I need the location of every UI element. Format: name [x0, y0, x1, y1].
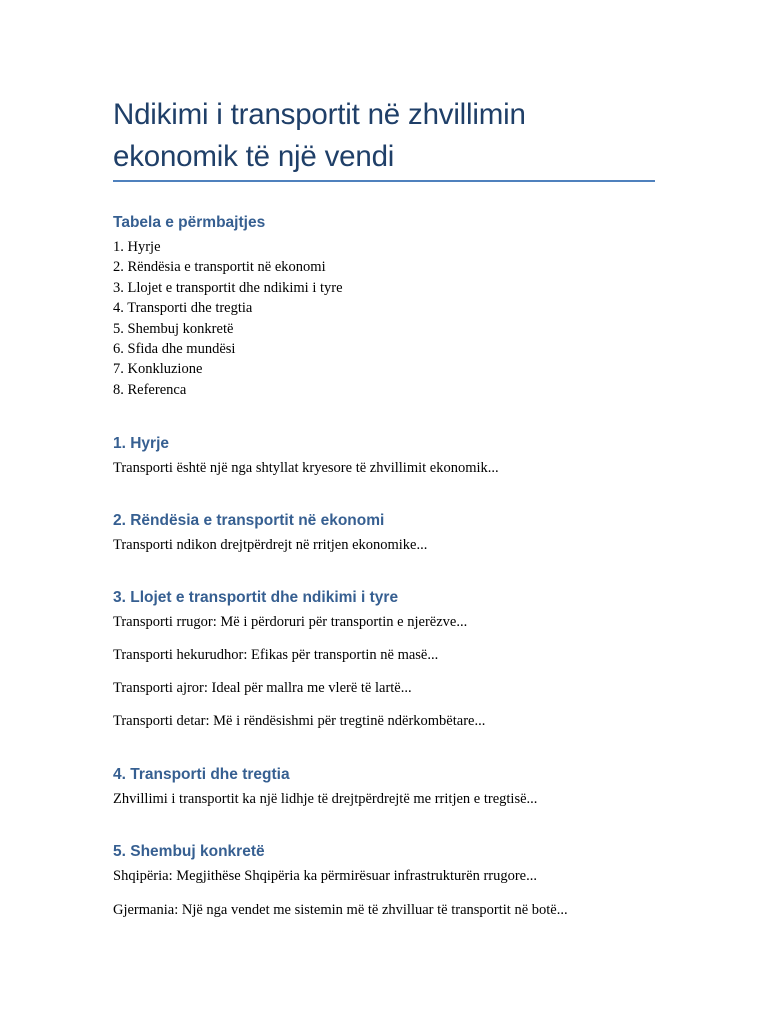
section-paragraph: Transporti ajror: Ideal për mallra me vlerë të lartë... [113, 680, 412, 696]
section-heading-shembuj: 5. Shembuj konkretë [113, 843, 265, 860]
section-paragraph: Gjermania: Një nga vendet me sistemin më të zhvilluar të transportit në botë... [113, 902, 568, 918]
title-underline [113, 180, 655, 182]
toc-item: 8. Referenca [113, 381, 187, 398]
toc-item: 5. Shembuj konkretë [113, 320, 234, 337]
section-paragraph: Shqipëria: Megjithëse Shqipëria ka përmirësuar infrastrukturën rrugore... [113, 868, 537, 884]
section-paragraph: Transporti rrugor: Më i përdoruri për transportin e njerëzve... [113, 614, 468, 630]
section-paragraph: Zhvillimi i transportit ka një lidhje të drejtpërdrejtë me rritjen e tregtisë... [113, 791, 538, 807]
section-heading-tregtia: 4. Transporti dhe tregtia [113, 766, 290, 783]
section-paragraph: Transporti është një nga shtyllat kryesore të zhvillimit ekonomik... [113, 460, 499, 476]
section-heading-hyrje: 1. Hyrje [113, 435, 170, 452]
toc-item: 4. Transporti dhe tregtia [113, 300, 253, 317]
section-paragraph: Transporti hekurudhor: Efikas për transportin në masë... [113, 647, 439, 663]
document-title: Ndikimi i transportit në zhvillimin ekonomik të një vendi [113, 98, 526, 173]
section-heading-rendesia: 2. Rëndësia e transportit në ekonomi [113, 512, 385, 529]
toc-item: 6. Sfida dhe mundësi [113, 341, 236, 358]
toc-item: 3. Llojet e transportit dhe ndikimi i tyre [113, 279, 343, 296]
table-of-contents [113, 237, 343, 400]
toc-item: 2. Rëndësia e transportit në ekonomi [113, 259, 326, 276]
toc-item: 7. Konkluzione [113, 361, 203, 378]
section-paragraph: Transporti detar: Më i rëndësishmi për tregtinë ndërkombëtare... [113, 713, 486, 729]
section-heading-llojet: 3. Llojet e transportit dhe ndikimi i tyre [113, 589, 399, 606]
toc-item: 1. Hyrje [113, 239, 161, 255]
toc-heading: Tabela e përmbajtjes [113, 214, 266, 231]
section-paragraph: Transporti ndikon drejtpërdrejt në rritjen ekonomike... [113, 537, 428, 553]
